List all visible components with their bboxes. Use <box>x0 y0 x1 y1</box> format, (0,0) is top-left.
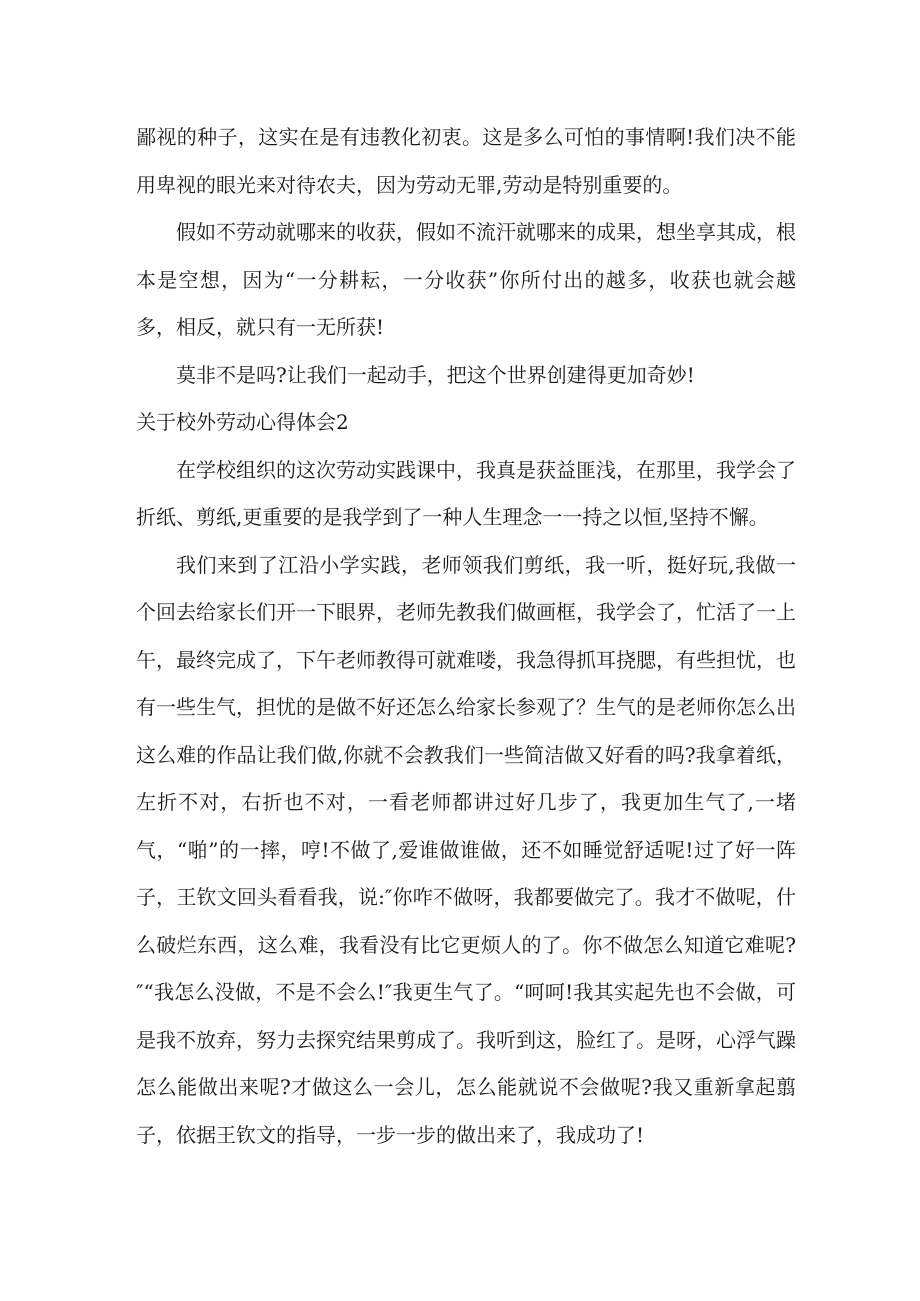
paragraph-4: 在学校组织的这次劳动实践课中，我真是获益匪浅，在那里，我学会了折纸、剪纸,更重要的是我学到了一种人生理念一一持之以恒,坚持不懈。 <box>136 457 796 529</box>
paragraph-1: 鄙视的种子，这实在是有违教化初衷。这是多么可怕的事情啊!我们决不能用卑视的眼光来对待农夫，因为劳动无罪,劳动是特别重要的。 <box>136 125 796 197</box>
document-body <box>136 114 796 1159</box>
paragraph-3: 莫非不是吗?让我们一起动手，把这个世界创建得更加奇妙! <box>176 362 695 387</box>
paragraph-5: 我们来到了江沿小学实践，老师领我们剪纸，我一听，挺好玩,我做一个回去给家长们开一下眼界，老师先教我们做画框，我学会了，忙活了一上午，最终完成了，下午老师教得可就难喽，我急得抓耳挠腮，有些担忧，也有一些生气，担忧的是做不好还怎么给家长参观了？生气的是老师你怎么出这么难的作品让我们做,你就不会教我们一些简洁做又好看的吗?我拿着纸，左折不对，右折也不对，一看老师都讲过好几步了，我更加生气了,一堵气，“啪”的一摔，哼!不做了,爱谁做谁做，还不如睡觉舒适呢!过了好一阵子，王钦文回头看看我，说:″你咋不做呀，我都要做完了。我才不做呢，什么破烂东西，这么难，我看没有比它更烦人的了。你不做怎么知道它难呢?″“我怎么没做，不是不会么!″我更生气了。“呵呵!我其实起先也不会做，可是我不放弃，努力去探究结果剪成了。我听到这，脸红了。是呀，心浮气躁怎么能做出来呢?才做这么一会儿，怎么能就说不会做呢?我又重新拿起翦子，依据王钦文的指导，一步一步的做出来了，我成功了! <box>136 552 796 1147</box>
paragraph-2: 假如不劳动就哪来的收获，假如不流汗就哪来的成果，想坐享其成，根本是空想，因为“一分耕耘，一分收获”你所付出的越多，收获也就会越多，相反，就只有一无所获! <box>136 220 796 339</box>
section-heading: 关于校外劳动心得体会2 <box>136 410 349 434</box>
